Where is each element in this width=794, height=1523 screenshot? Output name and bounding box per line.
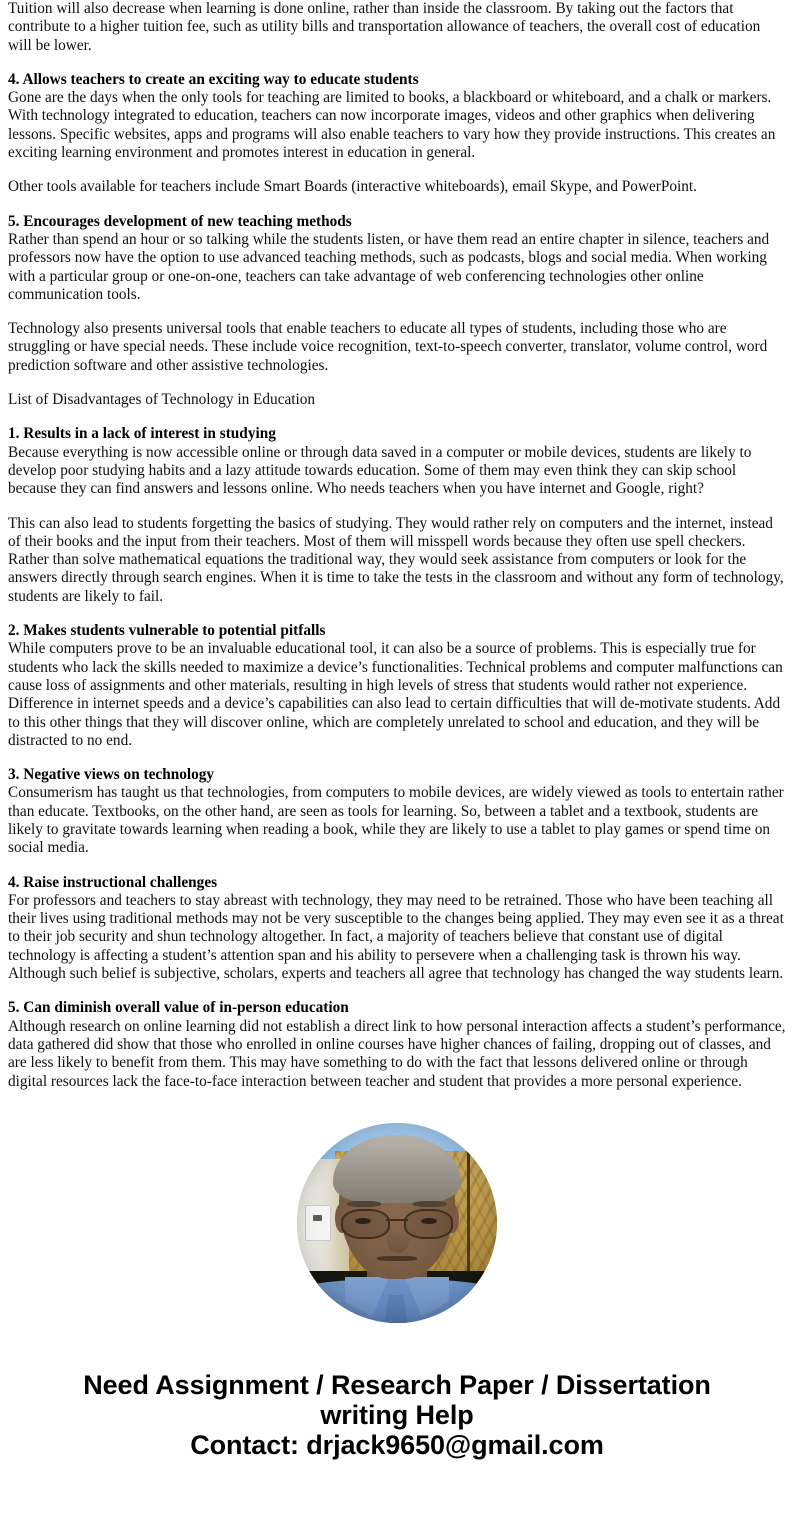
paragraph: Gone are the days when the only tools for teaching are limited to books, a blackboard or whiteboard, and a chalk or markers. With technology integrated to education, teachers can now incorporate images, videos and other graphics when delivering lessons. Specific websites, apps and programs will also enable teachers to vary how they provide instructions. This creates an exciting learning environment and promotes interest in education in general. xyxy=(8,89,776,162)
spacer xyxy=(8,983,786,999)
spacer xyxy=(8,55,786,71)
paragraph: This can also lead to students forgetting the basics of studying. They would rather rely on computers and the internet, instead of their books and the input from their teachers. Most of them will misspell words because they often use spell checkers. Rather than solve mathematical equations the traditional way, they would seek assistance from computers or look for the answers directly through search engines. When it is time to take the tests in the classroom and without any form of technology, students are likely to fail. xyxy=(8,514,784,605)
avatar-vignette xyxy=(297,1123,497,1323)
footer-line-2: writing Help xyxy=(320,1399,474,1430)
section-heading: 1. Results in a lack of interest in studying xyxy=(8,425,276,443)
footer-line-1: Need Assignment / Research Paper / Dissertation xyxy=(83,1369,711,1400)
list-intro: List of Disadvantages of Technology in Education xyxy=(8,391,316,409)
paragraph: Other tools available for teachers include Smart Boards (interactive whiteboards), email Skype, and PowerPoint. xyxy=(8,178,698,196)
section-heading: 4. Raise instructional challenges xyxy=(8,873,218,891)
spacer xyxy=(8,409,786,425)
spacer xyxy=(8,304,786,320)
spacer xyxy=(8,606,786,622)
section-heading: 2. Makes students vulnerable to potential pitfalls xyxy=(8,622,326,640)
spacer xyxy=(8,858,786,874)
section-heading: 3. Negative views on technology xyxy=(8,766,215,784)
spacer xyxy=(8,197,786,213)
paragraph: Rather than spend an hour or so talking while the students listen, or have them read an entire chapter in silence, teachers and professors now have the option to use advanced teaching methods, such as podcasts, blogs and social media. When working with a particular group or one-on-one, teachers can take advantage of web conferencing technologies other online communication tools. xyxy=(8,230,770,303)
paragraph: Because everything is now accessible online or through data saved in a computer or mobile devices, students are likely to develop poor studying habits and a lazy attitude towards education. Some of them may even think they can skip school because they can find answers and lessons online. Who needs teachers when you have internet and Google, right? xyxy=(8,443,752,498)
footer-line-3: Contact: drjack9650@gmail.com xyxy=(190,1429,604,1460)
contact-footer xyxy=(0,1370,794,1460)
section-heading: 5. Can diminish overall value of in-person education xyxy=(8,999,349,1017)
paragraph: Technology also presents universal tools that enable teachers to educate all types of students, including those who are struggling or have special needs. These include voice recognition, text-to-speech converter, translator, volume control, word prediction software and other assistive technologies. xyxy=(8,320,768,374)
section-heading: 5. Encourages development of new teaching methods xyxy=(8,212,352,230)
paragraph: Tuition will also decrease when learning is done online, rather than inside the classroom. By taking out the factors that contribute to a higher tuition fee, such as utility bills and transportation allowance of teachers, the overall cost of education will be lower. xyxy=(8,0,761,54)
paragraph: Consumerism has taught us that technologies, from computers to mobile devices, are widely viewed as tools to entertain rather than educate. Textbooks, on the other hand, are seen as tools for learning. So, between a tablet and a textbook, students are likely to gravitate towards learning when reading a book, while they are likely to use a tablet to play games or spend time on social media. xyxy=(8,784,784,857)
spacer xyxy=(8,499,786,515)
avatar xyxy=(297,1123,497,1323)
section-heading: 4. Allows teachers to create an exciting way to educate students xyxy=(8,70,419,88)
paragraph: For professors and teachers to stay abreast with technology, they may need to be retrained. Those who have been teaching all their lives using traditional methods may not be very susceptible to the changes being applied. They may even see it as a threat to their job security and shun technology altogether. In fact, a majority of teachers believe that constant use of digital technology is affecting a student’s attention span and his ability to persevere when a challenging task is thrown his way. Although such belief is subjective, scholars, experts and teachers all agree that technology has changed the way students learn. xyxy=(8,891,784,983)
paragraph: Although research on online learning did not establish a direct link to how personal interaction affects a student’s performance, data gathered did show that those who enrolled in online courses have higher chances of failing, dropping out of classes, and are less likely to benefit from them. This may have something to do with the fact that lessons delivered online or through digital resources lack the face-to-face interaction between teacher and student that provides a more personal experience. xyxy=(8,1017,786,1090)
spacer xyxy=(8,750,786,766)
paragraph: While computers prove to be an invaluable educational tool, it can also be a source of problems. This is especially true for students who lack the skills needed to maximize a device’s functionalities. Technical problems and computer malfunctions can cause loss of assignments and other materials, resulting in high levels of stress that students would rather not experience. Difference in internet speeds and a device’s capabilities can also lead to certain difficulties that will de-motivate students. Add to this other things that they will discover online, which are completely unrelated to school and education, and they will be distracted to no end. xyxy=(8,640,783,749)
spacer xyxy=(8,162,786,178)
spacer xyxy=(8,375,786,391)
portrait-section xyxy=(0,1123,794,1323)
